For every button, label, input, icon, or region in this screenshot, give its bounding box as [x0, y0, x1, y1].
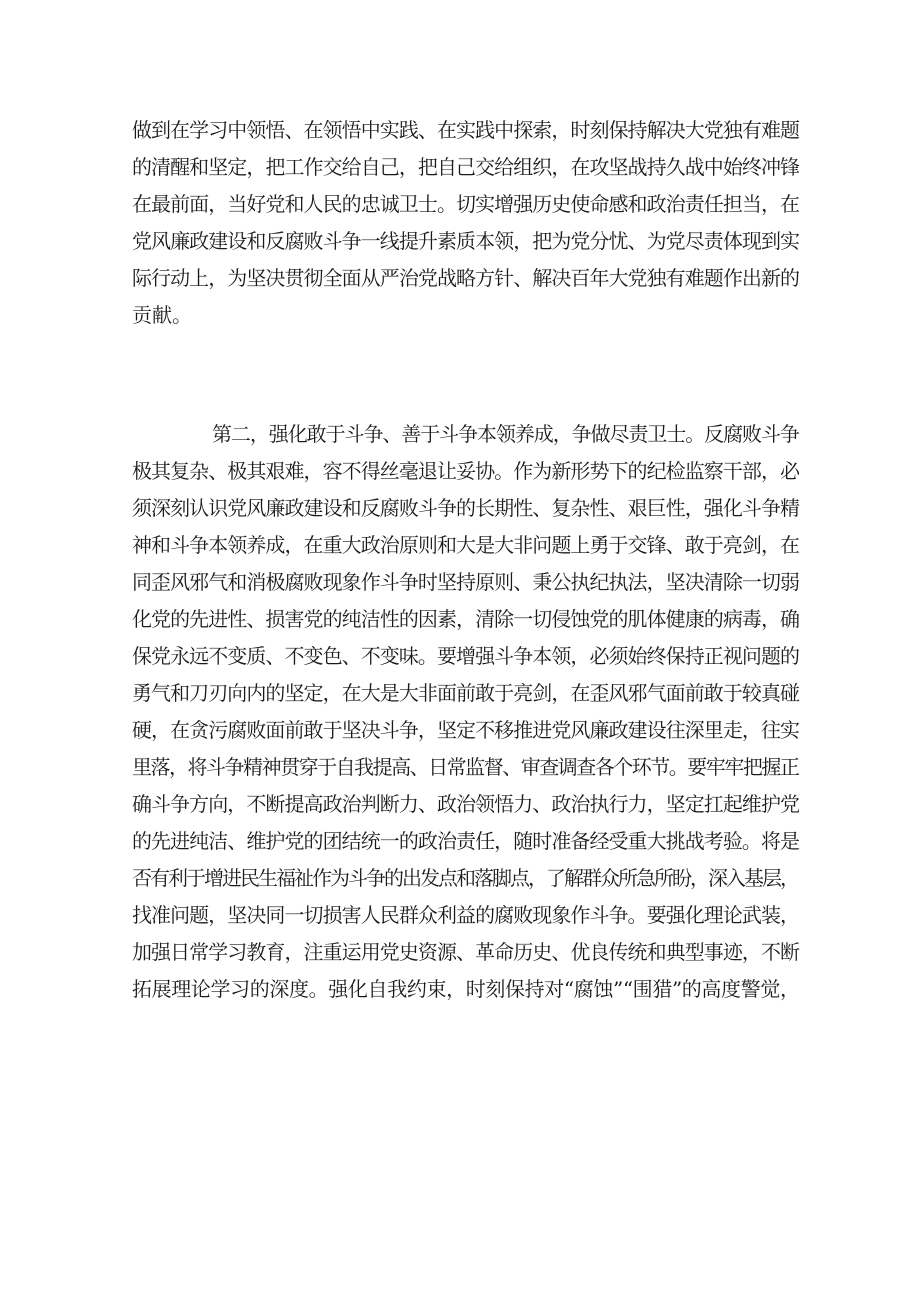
- paragraph-line: 党风廉政建设和反腐败斗争一线提升素质本领，把为党分忧、为党尽责体现到实: [132, 229, 800, 253]
- paragraph-line: 极其复杂、极其艰难，容不得丝毫退让妥协。作为新形势下的纪检监察干部，必: [132, 459, 800, 483]
- paragraph-line: 硬，在贪污腐败面前敢于坚决斗争，坚定不移推进党风廉政建设往深里走，往实: [132, 718, 800, 742]
- paragraph-line: 确斗争方向，不断提高政治判断力、政治领悟力、政治执行力，坚定扛起维护党: [132, 792, 800, 816]
- paragraph-line: 神和斗争本领养成，在重大政治原则和大是大非问题上勇于交锋、敢于亮剑，在: [132, 533, 800, 557]
- paragraph-line: 在最前面，当好党和人民的忠诚卫士。切实增强历史使命感和政治责任担当，在: [132, 192, 800, 216]
- paragraph-line: 际行动上，为坚决贯彻全面从严治党战略方针、解决百年大党独有难题作出新的: [132, 266, 800, 290]
- paragraph-line: 里落，将斗争精神贯穿于自我提高、日常监督、审查调查各个环节。要牢牢把握正: [132, 755, 799, 779]
- paragraph-line: 的先进纯洁、维护党的团结统一的政治责任，随时准备经受重大挑战考验。将是: [132, 829, 800, 853]
- paragraph-line: 做到在学习中领悟、在领悟中实践、在实践中探索，时刻保持解决大党独有难题: [132, 118, 800, 142]
- paragraph-line: 第二，强化敢于斗争、善于斗争本领养成，争做尽责卫士。反腐败斗争: [212, 422, 799, 446]
- paragraph-line: 保党永远不变质、不变色、不变味。要增强斗争本领，必须始终保持正视问题的: [132, 644, 800, 668]
- paragraph-line: 拓展理论学习的深度。强化自我约束，时刻保持对“腐蚀”“围猎”的高度警觉，: [132, 977, 800, 1001]
- paragraph-line: 化党的先进性、损害党的纯洁性的因素，清除一切侵蚀党的肌体健康的病毒，确: [132, 607, 800, 631]
- paragraph-line: 的清醒和坚定，把工作交给自己，把自己交给组织，在攻坚战持久战中始终冲锋: [132, 155, 800, 179]
- paragraph-1: [132, 112, 800, 334]
- paragraph-line: 贡献。: [132, 303, 192, 327]
- paragraph-line: 加强日常学习教育，注重运用党史资源、革命历史、优良传统和典型事迹，不断: [132, 940, 800, 964]
- paragraph-line: 否有利于增进民生福祉作为斗争的出发点和落脚点，了解群众所急所盼，深入基层，: [132, 866, 798, 890]
- paragraph-line: 勇气和刀刃向内的坚定，在大是大非面前敢于亮剑，在歪风邪气面前敢于较真碰: [132, 681, 800, 705]
- paragraph-line: 找准问题，坚决同一切损害人民群众利益的腐败现象作斗争。要强化理论武装，: [132, 903, 800, 927]
- paragraph-line: 须深刻认识党风廉政建设和反腐败斗争的长期性、复杂性、艰巨性，强化斗争精: [132, 496, 800, 520]
- paragraph-2: [132, 416, 800, 1008]
- paragraph-line: 同歪风邪气和消极腐败现象作斗争时坚持原则、秉公执纪执法，坚决清除一切弱: [132, 570, 800, 594]
